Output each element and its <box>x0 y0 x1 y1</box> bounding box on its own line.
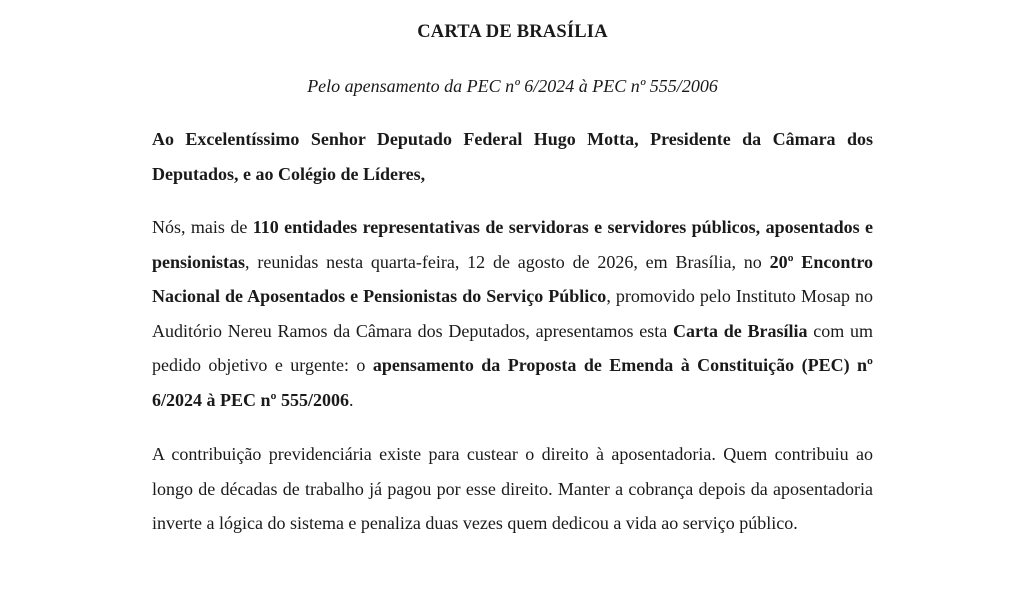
paragraph-text: Nós, mais de <box>152 217 253 237</box>
document-title: CARTA DE BRASÍLIA <box>417 22 608 42</box>
salutation: Ao Excelentíssimo Senhor Deputado Federal Hugo Motta, Presidente da Câmara dos Deputados, e ao Colégio de Líderes, <box>152 129 873 184</box>
document-subtitle: Pelo apensamento da PEC nº 6/2024 à PEC nº 555/2006 <box>307 76 718 96</box>
paragraph-bold-text: 20º Encontro Nacional de Aposentados e Pensionistas do Serviço Público <box>152 251 873 306</box>
paragraph-intro <box>152 210 873 417</box>
paragraph-text: , promovido pelo Instituto Mosap no Auditório Nereu Ramos da Câmara dos Deputados, apresentamos esta <box>152 286 873 341</box>
paragraph-bold-text: Carta de Brasília <box>673 320 808 341</box>
paragraph-text: . <box>348 389 354 410</box>
paragraph-text: , reunidas nesta quarta-feira, 12 de agosto de 2026, em Brasília, no <box>245 251 770 272</box>
paragraph-text: com um pedido objetivo e urgente: o <box>152 320 873 375</box>
paragraph-contribution: A contribuição previdenciária existe para custear o direito à aposentadoria. Quem contribuiu ao longo de décadas de trabalho já pagou por esse direito. Manter a cobrança depois da aposentadoria inverte a lógica do sistema e penaliza duas vezes quem dedicou a vida ao serviço público. <box>152 444 873 533</box>
paragraph-bold-text: 110 entidades representativas de servidoras e servidores públicos, aposentados e pensionistas <box>152 217 873 272</box>
paragraph-bold-text: apensamento da Proposta de Emenda à Constituição (PEC) nº 6/2024 à PEC nº 555/2006 <box>152 355 873 410</box>
